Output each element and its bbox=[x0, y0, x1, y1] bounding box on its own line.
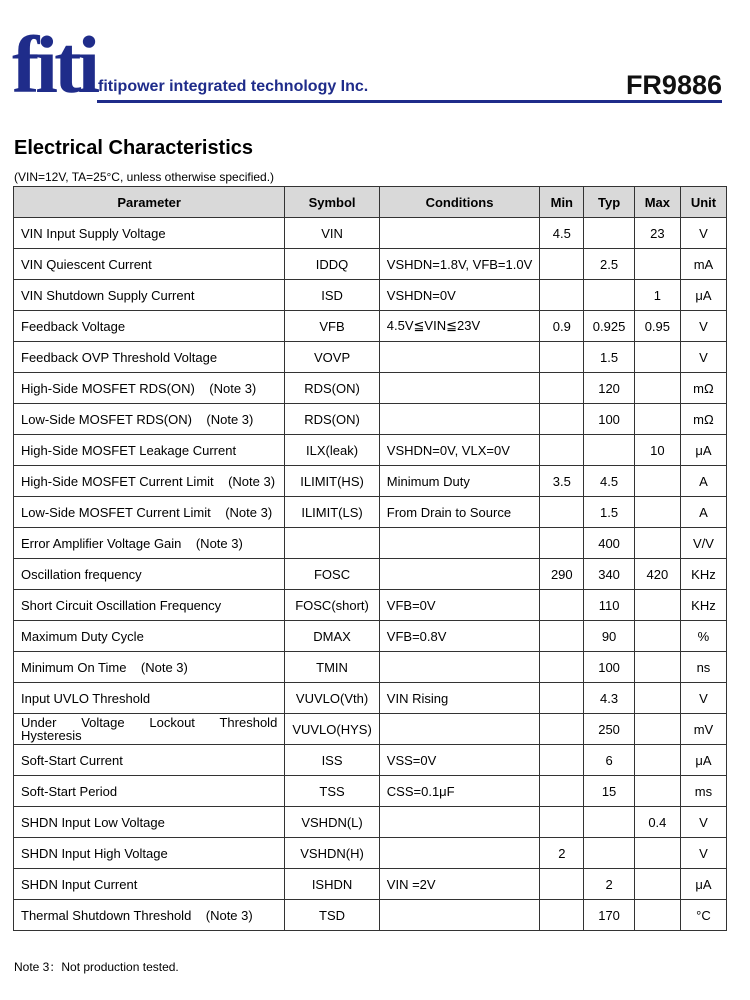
cell-symbol: ILIMIT(HS) bbox=[285, 466, 379, 497]
cell-conditions bbox=[379, 559, 540, 590]
cell-conditions bbox=[379, 342, 540, 373]
cell-min bbox=[540, 280, 584, 311]
cell-unit: mA bbox=[680, 249, 726, 280]
cell-typ bbox=[584, 435, 634, 466]
cell-unit: KHz bbox=[680, 590, 726, 621]
cell-parameter: Thermal Shutdown Threshold (Note 3) bbox=[14, 900, 285, 931]
col-parameter-header: Parameter bbox=[14, 187, 285, 218]
cell-typ: 2 bbox=[584, 869, 634, 900]
table-row bbox=[14, 404, 727, 435]
cell-conditions: CSS=0.1μF bbox=[379, 776, 540, 807]
cell-max: 420 bbox=[634, 559, 680, 590]
cell-conditions: VSHDN=0V bbox=[379, 280, 540, 311]
cell-unit: % bbox=[680, 621, 726, 652]
cell-min bbox=[540, 900, 584, 931]
cell-min bbox=[540, 714, 584, 745]
cell-symbol: VSHDN(L) bbox=[285, 807, 379, 838]
cell-max: 0.95 bbox=[634, 311, 680, 342]
table-row bbox=[14, 900, 727, 931]
cell-parameter: VIN Shutdown Supply Current bbox=[14, 280, 285, 311]
cell-parameter: Feedback OVP Threshold Voltage bbox=[14, 342, 285, 373]
cell-typ bbox=[584, 807, 634, 838]
cell-unit: μA bbox=[680, 869, 726, 900]
table-row bbox=[14, 776, 727, 807]
cell-unit: V/V bbox=[680, 528, 726, 559]
table-row bbox=[14, 249, 727, 280]
cell-conditions bbox=[379, 714, 540, 745]
cell-max: 0.4 bbox=[634, 807, 680, 838]
cell-conditions: 4.5V≦VIN≦23V bbox=[379, 311, 540, 342]
cell-conditions: VFB=0V bbox=[379, 590, 540, 621]
cell-symbol: FOSC(short) bbox=[285, 590, 379, 621]
cell-max bbox=[634, 497, 680, 528]
section-title: Electrical Characteristics bbox=[14, 137, 254, 159]
cell-typ: 170 bbox=[584, 900, 634, 931]
cell-unit: mΩ bbox=[680, 404, 726, 435]
cell-max bbox=[634, 683, 680, 714]
table-row bbox=[14, 590, 727, 621]
cell-symbol: VFB bbox=[285, 311, 379, 342]
conditions-note: (VIN=12V, TA=25°C, unless otherwise specified.) bbox=[14, 170, 275, 184]
cell-unit: KHz bbox=[680, 559, 726, 590]
table-row bbox=[14, 435, 727, 466]
cell-typ: 100 bbox=[584, 404, 634, 435]
cell-typ: 4.5 bbox=[584, 466, 634, 497]
cell-parameter: Soft-Start Current bbox=[14, 745, 285, 776]
cell-parameter: Feedback Voltage bbox=[14, 311, 285, 342]
cell-parameter: High-Side MOSFET Leakage Current bbox=[14, 435, 285, 466]
cell-conditions bbox=[379, 528, 540, 559]
cell-min bbox=[540, 807, 584, 838]
cell-unit: A bbox=[680, 466, 726, 497]
cell-parameter: Oscillation frequency bbox=[14, 559, 285, 590]
cell-unit: μA bbox=[680, 280, 726, 311]
table-row bbox=[14, 807, 727, 838]
cell-min: 4.5 bbox=[540, 218, 584, 249]
col-symbol-header: Symbol bbox=[285, 187, 379, 218]
cell-unit: mV bbox=[680, 714, 726, 745]
cell-conditions bbox=[379, 218, 540, 249]
cell-max bbox=[634, 714, 680, 745]
cell-parameter: Short Circuit Oscillation Frequency bbox=[14, 590, 285, 621]
cell-symbol: ISD bbox=[285, 280, 379, 311]
cell-typ: 6 bbox=[584, 745, 634, 776]
page-header bbox=[0, 0, 750, 110]
table-row bbox=[14, 218, 727, 249]
cell-parameter: High-Side MOSFET Current Limit (Note 3) bbox=[14, 466, 285, 497]
cell-parameter: Low-Side MOSFET Current Limit (Note 3) bbox=[14, 497, 285, 528]
cell-min bbox=[540, 497, 584, 528]
cell-min: 2 bbox=[540, 838, 584, 869]
cell-min bbox=[540, 869, 584, 900]
cell-max bbox=[634, 590, 680, 621]
cell-min bbox=[540, 373, 584, 404]
table-row bbox=[14, 342, 727, 373]
cell-unit: V bbox=[680, 311, 726, 342]
cell-max bbox=[634, 776, 680, 807]
cell-max bbox=[634, 652, 680, 683]
cell-min: 0.9 bbox=[540, 311, 584, 342]
cell-parameter: VIN Quiescent Current bbox=[14, 249, 285, 280]
cell-parameter: SHDN Input High Voltage bbox=[14, 838, 285, 869]
cell-unit: μA bbox=[680, 435, 726, 466]
cell-typ: 1.5 bbox=[584, 497, 634, 528]
cell-parameter: Error Amplifier Voltage Gain (Note 3) bbox=[14, 528, 285, 559]
cell-symbol: ILIMIT(LS) bbox=[285, 497, 379, 528]
cell-min bbox=[540, 528, 584, 559]
cell-typ: 15 bbox=[584, 776, 634, 807]
table-row bbox=[14, 683, 727, 714]
cell-parameter: Under Voltage Lockout Threshold Hysteresis bbox=[14, 714, 285, 745]
table-row bbox=[14, 528, 727, 559]
cell-parameter: Maximum Duty Cycle bbox=[14, 621, 285, 652]
cell-unit: ms bbox=[680, 776, 726, 807]
table-row bbox=[14, 280, 727, 311]
table-row bbox=[14, 497, 727, 528]
cell-symbol: ISHDN bbox=[285, 869, 379, 900]
cell-typ: 110 bbox=[584, 590, 634, 621]
company-name: fitipower integrated technology Inc. bbox=[98, 78, 369, 95]
cell-symbol: VOVP bbox=[285, 342, 379, 373]
cell-min bbox=[540, 590, 584, 621]
cell-typ bbox=[584, 280, 634, 311]
col-max-header: Max bbox=[634, 187, 680, 218]
table-row bbox=[14, 311, 727, 342]
part-number: FR9886 bbox=[625, 70, 722, 100]
cell-conditions bbox=[379, 838, 540, 869]
cell-unit: V bbox=[680, 218, 726, 249]
cell-min bbox=[540, 404, 584, 435]
cell-min bbox=[540, 683, 584, 714]
cell-unit: V bbox=[680, 838, 726, 869]
cell-conditions: VSHDN=0V, VLX=0V bbox=[379, 435, 540, 466]
cell-max bbox=[634, 466, 680, 497]
cell-conditions: VIN Rising bbox=[379, 683, 540, 714]
cell-typ bbox=[584, 218, 634, 249]
cell-unit: V bbox=[680, 342, 726, 373]
electrical-characteristics-table bbox=[13, 186, 727, 931]
cell-symbol: TMIN bbox=[285, 652, 379, 683]
cell-conditions bbox=[379, 373, 540, 404]
cell-symbol: VSHDN(H) bbox=[285, 838, 379, 869]
cell-typ: 400 bbox=[584, 528, 634, 559]
cell-symbol: VIN bbox=[285, 218, 379, 249]
cell-max bbox=[634, 869, 680, 900]
cell-symbol: VUVLO(HYS) bbox=[285, 714, 379, 745]
header-rule bbox=[97, 100, 722, 103]
cell-conditions: Minimum Duty bbox=[379, 466, 540, 497]
cell-min bbox=[540, 435, 584, 466]
cell-max bbox=[634, 838, 680, 869]
cell-symbol: ISS bbox=[285, 745, 379, 776]
cell-typ: 2.5 bbox=[584, 249, 634, 280]
cell-max bbox=[634, 900, 680, 931]
cell-max bbox=[634, 528, 680, 559]
cell-parameter: Low-Side MOSFET RDS(ON) (Note 3) bbox=[14, 404, 285, 435]
cell-max bbox=[634, 373, 680, 404]
cell-typ bbox=[584, 838, 634, 869]
cell-conditions: VSS=0V bbox=[379, 745, 540, 776]
table-row bbox=[14, 838, 727, 869]
cell-unit: °C bbox=[680, 900, 726, 931]
cell-min bbox=[540, 745, 584, 776]
cell-min bbox=[540, 342, 584, 373]
cell-symbol: ILX(leak) bbox=[285, 435, 379, 466]
cell-parameter: Soft-Start Period bbox=[14, 776, 285, 807]
logo-text: fiti bbox=[12, 19, 97, 110]
cell-max: 10 bbox=[634, 435, 680, 466]
cell-unit: mΩ bbox=[680, 373, 726, 404]
cell-min bbox=[540, 249, 584, 280]
cell-symbol: TSS bbox=[285, 776, 379, 807]
cell-min: 3.5 bbox=[540, 466, 584, 497]
cell-parameter: VIN Input Supply Voltage bbox=[14, 218, 285, 249]
cell-conditions bbox=[379, 900, 540, 931]
table-row bbox=[14, 869, 727, 900]
table-row bbox=[14, 745, 727, 776]
cell-max: 23 bbox=[634, 218, 680, 249]
table-row bbox=[14, 373, 727, 404]
table-row bbox=[14, 559, 727, 590]
cell-parameter: SHDN Input Current bbox=[14, 869, 285, 900]
cell-unit: A bbox=[680, 497, 726, 528]
cell-symbol: RDS(ON) bbox=[285, 404, 379, 435]
cell-conditions: VFB=0.8V bbox=[379, 621, 540, 652]
cell-typ: 120 bbox=[584, 373, 634, 404]
cell-unit: V bbox=[680, 683, 726, 714]
cell-max bbox=[634, 404, 680, 435]
cell-symbol: TSD bbox=[285, 900, 379, 931]
cell-conditions bbox=[379, 807, 540, 838]
cell-conditions bbox=[379, 404, 540, 435]
cell-unit: μA bbox=[680, 745, 726, 776]
cell-parameter: Minimum On Time (Note 3) bbox=[14, 652, 285, 683]
col-min-header: Min bbox=[540, 187, 584, 218]
cell-min bbox=[540, 652, 584, 683]
table-row bbox=[14, 621, 727, 652]
cell-conditions: VSHDN=1.8V, VFB=1.0V bbox=[379, 249, 540, 280]
cell-max bbox=[634, 621, 680, 652]
cell-max: 1 bbox=[634, 280, 680, 311]
cell-conditions: VIN =2V bbox=[379, 869, 540, 900]
cell-min bbox=[540, 776, 584, 807]
cell-typ: 4.3 bbox=[584, 683, 634, 714]
cell-typ: 250 bbox=[584, 714, 634, 745]
cell-typ: 1.5 bbox=[584, 342, 634, 373]
cell-symbol bbox=[285, 528, 379, 559]
table-row bbox=[14, 466, 727, 497]
cell-min: 290 bbox=[540, 559, 584, 590]
cell-parameter: SHDN Input Low Voltage bbox=[14, 807, 285, 838]
col-typ-header: Typ bbox=[584, 187, 634, 218]
cell-parameter: High-Side MOSFET RDS(ON) (Note 3) bbox=[14, 373, 285, 404]
cell-unit: V bbox=[680, 807, 726, 838]
cell-max bbox=[634, 342, 680, 373]
cell-unit: ns bbox=[680, 652, 726, 683]
cell-symbol: RDS(ON) bbox=[285, 373, 379, 404]
table-header-row bbox=[14, 187, 727, 218]
cell-max bbox=[634, 745, 680, 776]
col-unit-header: Unit bbox=[680, 187, 726, 218]
col-conditions-header: Conditions bbox=[379, 187, 540, 218]
cell-conditions: From Drain to Source bbox=[379, 497, 540, 528]
cell-parameter: Input UVLO Threshold bbox=[14, 683, 285, 714]
cell-symbol: IDDQ bbox=[285, 249, 379, 280]
cell-symbol: FOSC bbox=[285, 559, 379, 590]
table-row bbox=[14, 714, 727, 745]
cell-symbol: VUVLO(Vth) bbox=[285, 683, 379, 714]
cell-typ: 90 bbox=[584, 621, 634, 652]
cell-max bbox=[634, 249, 680, 280]
cell-symbol: DMAX bbox=[285, 621, 379, 652]
cell-min bbox=[540, 621, 584, 652]
company-logo bbox=[12, 19, 98, 110]
cell-typ: 100 bbox=[584, 652, 634, 683]
table-row bbox=[14, 652, 727, 683]
footnote: Note 3：Not production tested. bbox=[14, 960, 179, 974]
cell-typ: 340 bbox=[584, 559, 634, 590]
cell-typ: 0.925 bbox=[584, 311, 634, 342]
cell-conditions bbox=[379, 652, 540, 683]
